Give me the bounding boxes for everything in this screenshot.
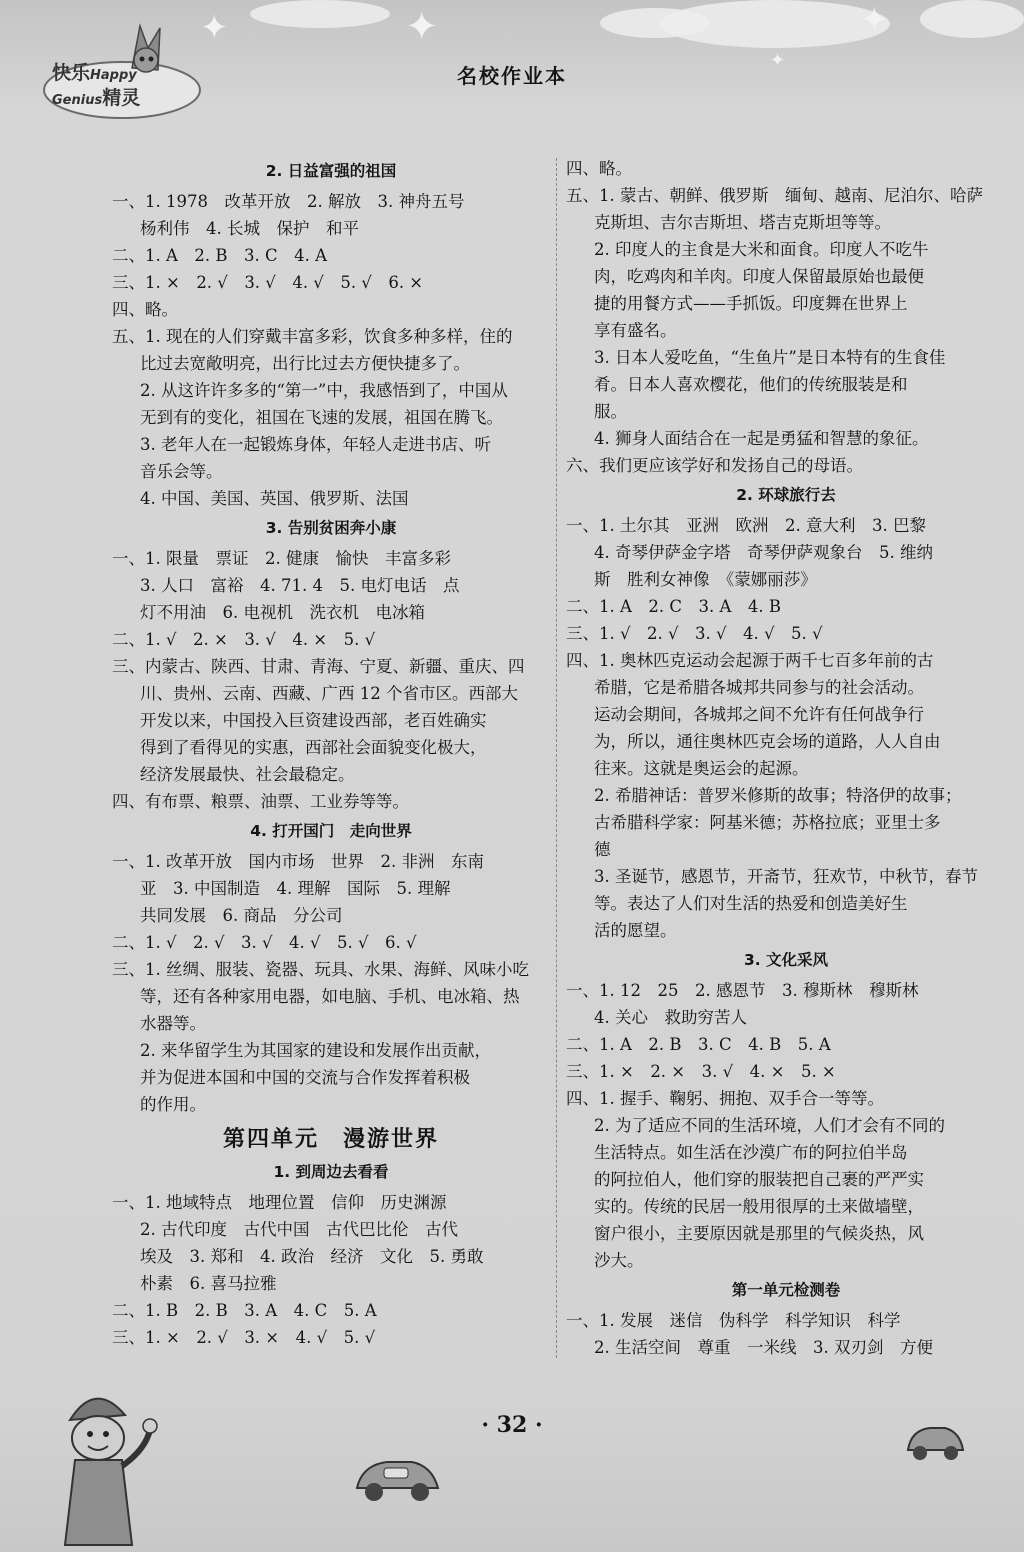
answer-line: 克斯坦、吉尔吉斯坦、塔吉克斯坦等等。 bbox=[594, 213, 891, 232]
cloud-decoration bbox=[600, 8, 710, 38]
answer-line: 实的。传统的民居一般用很厚的土来做墙壁， bbox=[594, 1197, 924, 1216]
logo-text-en2: Genius bbox=[52, 93, 103, 108]
answer-line: 并为促进本国和中国的交流与合作发挥着积极 bbox=[140, 1068, 470, 1087]
answer-line: 共同发展 6. 商品 分公司 bbox=[140, 906, 343, 925]
answer-line: 朴素 6. 喜马拉雅 bbox=[140, 1274, 277, 1293]
right-column bbox=[566, 155, 1006, 1361]
answer-line: 二、1. B 2. B 3. A 4. C 5. A bbox=[112, 1301, 377, 1320]
answer-line: 四、略。 bbox=[566, 159, 632, 178]
answer-line: 埃及 3. 郑和 4. 政治 经济 文化 5. 勇敢 bbox=[140, 1247, 484, 1266]
answer-line: 希腊，它是希腊各城邦共同参与的社会活动。 bbox=[594, 678, 924, 697]
answer-line: 2. 印度人的主食是大米和面食。印度人不吃牛 bbox=[594, 240, 929, 259]
answer-line: 杨利伟 4. 长城 保护 和平 bbox=[140, 219, 359, 238]
answer-line: 无到有的变化，祖国在飞速的发展，祖国在腾飞。 bbox=[140, 408, 503, 427]
answer-line: 得到了看得见的实惠，西部社会面貌变化极大， bbox=[140, 738, 487, 757]
answer-line: 二、1. √ 2. × 3. √ 4. × 5. √ bbox=[112, 630, 376, 649]
section-heading: 2. 环球旅行去 bbox=[736, 486, 836, 504]
answer-line: 灯不用油 6. 电视机 洗衣机 电冰箱 bbox=[140, 603, 425, 622]
answer-line: 生活特点。如生活在沙漠广布的阿拉伯半岛 bbox=[594, 1143, 908, 1162]
header-title: 名校作业本 bbox=[457, 64, 567, 88]
answer-line: 三、内蒙古、陕西、甘肃、青海、宁夏、新疆、重庆、四 bbox=[112, 657, 525, 676]
answer-line: 三、1. √ 2. √ 3. √ 4. √ 5. √ bbox=[566, 624, 823, 643]
answer-line: 一、1. 地域特点 地理位置 信仰 历史渊源 bbox=[112, 1193, 447, 1212]
answer-line: 3. 日本人爱吃鱼，“生鱼片”是日本特有的生食佳 bbox=[594, 348, 946, 367]
answer-line: 川、贵州、云南、西藏、广西 12 个省市区。西部大 bbox=[140, 684, 518, 703]
star-icon: ✦ bbox=[860, 0, 889, 40]
answer-line: 一、1. 土尔其 亚洲 欧洲 2. 意大利 3. 巴黎 bbox=[566, 516, 926, 535]
answer-line: 沙大。 bbox=[594, 1251, 644, 1270]
cloud-decoration bbox=[920, 0, 1024, 38]
answer-line: 2. 生活空间 尊重 一米线 3. 双刃剑 方便 bbox=[594, 1338, 933, 1357]
answer-line: 四、略。 bbox=[112, 300, 178, 319]
answer-line: 3. 老年人在一起锻炼身体，年轻人走进书店、听 bbox=[140, 435, 491, 454]
answer-line: 服。 bbox=[594, 402, 627, 421]
section-heading: 4. 打开国门 走向世界 bbox=[250, 822, 412, 840]
answer-line: 活的愿望。 bbox=[594, 921, 677, 940]
section-heading: 2. 日益富强的祖国 bbox=[265, 162, 397, 180]
answer-line: 4. 关心 救助穷苦人 bbox=[594, 1008, 747, 1027]
answer-line: 二、1. A 2. B 3. C 4. B 5. A bbox=[566, 1035, 831, 1054]
answer-line: 为，所以，通往奥林匹克会场的道路，人人自由 bbox=[594, 732, 941, 751]
answer-line: 4. 奇琴伊萨金字塔 奇琴伊萨观象台 5. 维纳 bbox=[594, 543, 933, 562]
answer-line: 比过去宽敞明亮，出行比过去方便快捷多了。 bbox=[140, 354, 470, 373]
section-heading: 3. 告别贫困奔小康 bbox=[265, 519, 397, 537]
answer-line: 三、1. × 2. × 3. √ 4. × 5. × bbox=[566, 1062, 836, 1081]
answer-line: 四、1. 奥林匹克运动会起源于两千七百多年前的古 bbox=[566, 651, 934, 670]
answer-line: 窗户很小，主要原因就是那里的气候炎热，风 bbox=[594, 1224, 924, 1243]
answer-line: 三、1. 丝绸、服装、瓷器、玩具、水果、海鲜、风味小吃 bbox=[112, 960, 529, 979]
answer-line: 四、1. 握手、鞠躬、拥抱、双手合一等等。 bbox=[566, 1089, 884, 1108]
car-cartoon-icon bbox=[352, 1450, 442, 1505]
answer-line: 2. 来华留学生为其国家的建设和发展作出贡献， bbox=[140, 1041, 491, 1060]
answer-line: 三、1. × 2. √ 3. × 4. √ 5. √ bbox=[112, 1328, 376, 1347]
star-icon: ✦ bbox=[770, 50, 786, 71]
answer-line: 经济发展最快、社会最稳定。 bbox=[140, 765, 355, 784]
answer-line: 运动会期间，各城邦之间不允许有任何战争行 bbox=[594, 705, 924, 724]
answer-line: 古希腊科学家：阿基米德；苏格拉底；亚里士多 bbox=[594, 813, 941, 832]
page-number: · 32 · bbox=[481, 1412, 543, 1438]
answer-line: 三、1. × 2. √ 3. √ 4. √ 5. √ 6. × bbox=[112, 273, 424, 292]
answer-line: 享有盛名。 bbox=[594, 321, 677, 340]
answer-line: 四、有布票、粮票、油票、工业券等等。 bbox=[112, 792, 409, 811]
answer-line: 往来。这就是奥运会的起源。 bbox=[594, 759, 809, 778]
answer-line: 五、1. 现在的人们穿戴丰富多彩，饮食多种多样，住的 bbox=[112, 327, 513, 346]
answer-line: 一、1. 限量 票证 2. 健康 愉快 丰富多彩 bbox=[112, 549, 451, 568]
star-icon: ✦ bbox=[200, 8, 229, 48]
dwarf-cartoon-icon bbox=[40, 1380, 160, 1552]
answer-line: 二、1. A 2. C 3. A 4. B bbox=[566, 597, 782, 616]
answer-line: 德 bbox=[594, 840, 611, 859]
answer-line: 4. 狮身人面结合在一起是勇猛和智慧的象征。 bbox=[594, 429, 929, 448]
answer-line: 肉，吃鸡肉和羊肉。印度人保留最原始也最便 bbox=[594, 267, 924, 286]
answer-line: 二、1. A 2. B 3. C 4. A bbox=[112, 246, 328, 265]
answer-line: 一、1. 12 25 2. 感恩节 3. 穆斯林 穆斯林 bbox=[566, 981, 919, 1000]
answer-line: 水器等。 bbox=[140, 1014, 206, 1033]
cloud-decoration bbox=[250, 0, 390, 28]
logo-text-cn: 快乐 bbox=[52, 62, 91, 84]
section-heading: 1. 到周边去看看 bbox=[273, 1163, 389, 1181]
answer-line: 一、1. 发展 迷信 伪科学 科学知识 科学 bbox=[566, 1311, 901, 1330]
column-divider bbox=[556, 158, 557, 1358]
answer-line: 等，还有各种家用电器，如电脑、手机、电冰箱、热 bbox=[140, 987, 520, 1006]
answer-line: 4. 中国、美国、英国、俄罗斯、法国 bbox=[140, 489, 409, 508]
answer-line: 开发以来，中国投入巨资建设西部，老百姓确实 bbox=[140, 711, 487, 730]
answer-line: 等。表达了人们对生活的热爱和创造美好生 bbox=[594, 894, 908, 913]
answer-line: 亚 3. 中国制造 4. 理解 国际 5. 理解 bbox=[140, 879, 451, 898]
answer-line: 捷的用餐方式——手抓饭。印度舞在世界上 bbox=[594, 294, 908, 313]
answer-line: 斯 胜利女神像 《蒙娜丽莎》 bbox=[594, 570, 817, 589]
answer-line: 的作用。 bbox=[140, 1095, 206, 1114]
logo-text-cn2: 精灵 bbox=[102, 87, 141, 109]
answer-line: 一、1. 改革开放 国内市场 世界 2. 非洲 东南 bbox=[112, 852, 484, 871]
answer-line: 一、1. 1978 改革开放 2. 解放 3. 神舟五号 bbox=[112, 192, 465, 211]
section-heading: 第一单元检测卷 bbox=[731, 1281, 841, 1299]
answer-line: 六、我们更应该学好和发扬自己的母语。 bbox=[566, 456, 863, 475]
answer-line: 3. 圣诞节，感恩节，开斋节，狂欢节，中秋节，春节 bbox=[594, 867, 978, 886]
answer-line: 2. 古代印度 古代中国 古代巴比伦 古代 bbox=[140, 1220, 458, 1239]
answer-line: 2. 希腊神话：普罗米修斯的故事；特洛伊的故事； bbox=[594, 786, 962, 805]
answer-line: 音乐会等。 bbox=[140, 462, 223, 481]
unit-heading: 第四单元 漫游世界 bbox=[222, 1127, 439, 1152]
star-icon: ✦ bbox=[405, 4, 439, 50]
section-heading: 3. 文化采风 bbox=[743, 951, 829, 969]
answer-line: 2. 从这许许多多的“第一”中，我感悟到了，中国从 bbox=[140, 381, 508, 400]
answer-line: 2. 为了适应不同的生活环境，人们才会有不同的 bbox=[594, 1116, 945, 1135]
answer-line: 五、1. 蒙古、朝鲜、俄罗斯 缅甸、越南、尼泊尔、哈萨 bbox=[566, 186, 983, 205]
answer-line: 的阿拉伯人，他们穿的服装把自己裹的严严实 bbox=[594, 1170, 924, 1189]
answer-line: 3. 人口 富裕 4. 71. 4 5. 电灯电话 点 bbox=[140, 576, 460, 595]
left-column bbox=[112, 155, 550, 1351]
logo-text-en: Happy bbox=[90, 68, 137, 83]
answer-line: 肴。日本人喜欢樱花，他们的传统服装是和 bbox=[594, 375, 908, 394]
answer-line: 二、1. √ 2. √ 3. √ 4. √ 5. √ 6. √ bbox=[112, 933, 417, 952]
